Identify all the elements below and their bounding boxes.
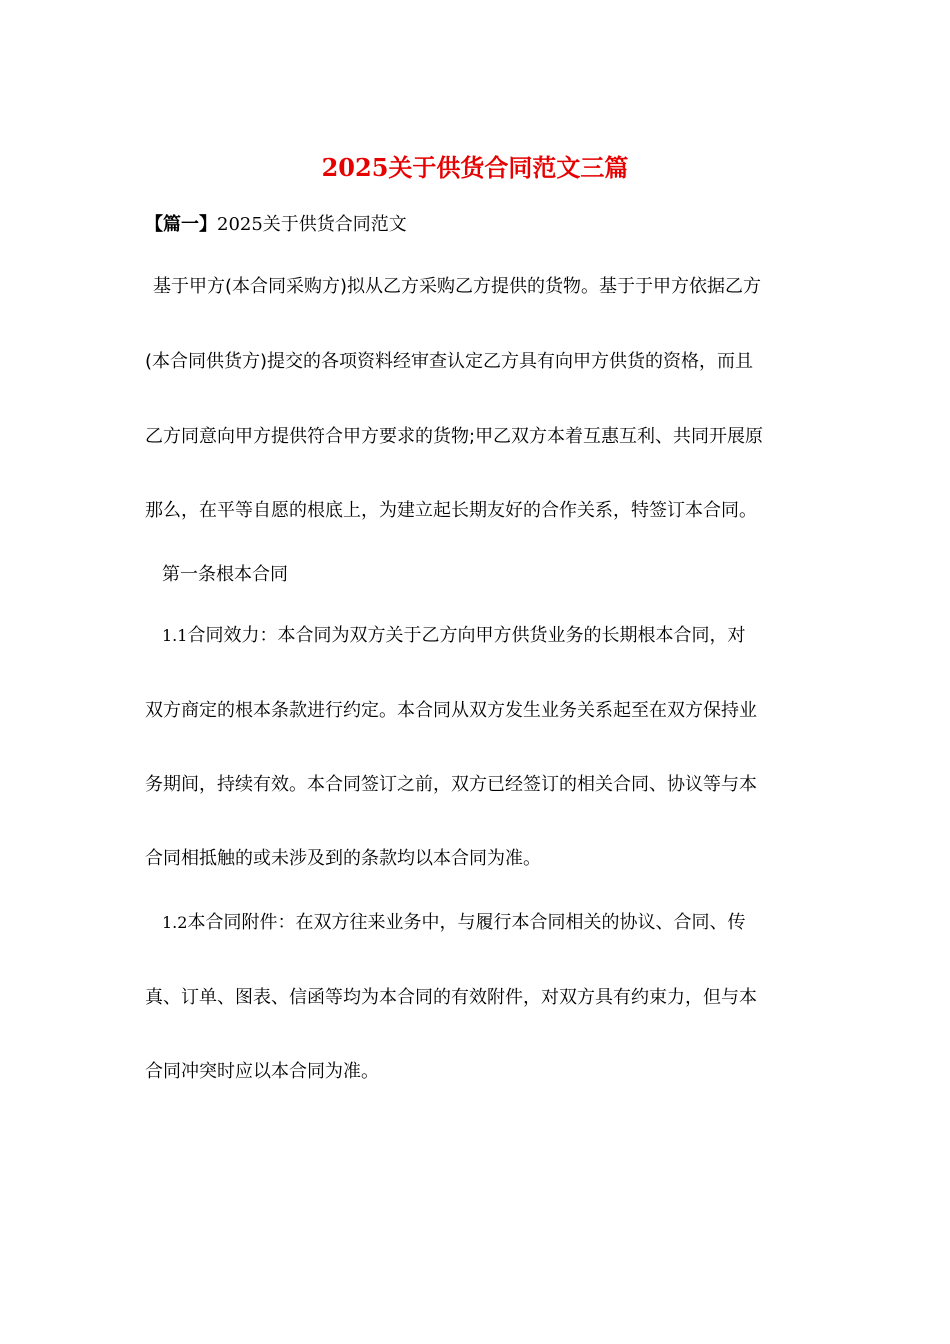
clause-1-1-line-1 <box>162 622 745 650</box>
clause-1-1-number: 1.1 <box>162 626 188 645</box>
clause-1-2-text: 本合同附件：在双方往来业务中，与履行本合同相关的协议、合同、传 <box>187 912 746 933</box>
clause-1-2-line-2: 真、订单、图表、信函等均为本合同的有效附件，对双方具有约束力，但与本 <box>145 987 757 1008</box>
clause-1-2-line-3: 合同冲突时应以本合同为准。 <box>145 1061 379 1082</box>
paragraph-1-line-1: 基于甲方(本合同采购方)拟从乙方采购乙方提供的货物。基于于甲方依据乙方 <box>153 276 762 297</box>
article-1-heading: 第一条根本合同 <box>162 564 288 585</box>
clause-1-1-line-4: 合同相抵触的或未涉及到的条款均以本合同为准。 <box>145 848 541 869</box>
document-title: 2025关于供货合同范文三篇 <box>321 153 629 182</box>
paragraph-1-line-2: (本合同供货方)提交的各项资料经审查认定乙方具有向甲方供货的资格，而且 <box>145 351 754 372</box>
section-bracket-label: 【篇一】 <box>145 214 217 235</box>
section-heading <box>145 211 407 239</box>
clause-1-1-line-3: 务期间，持续有效。本合同签订之前，双方已经签订的相关合同、协议等与本 <box>145 774 757 795</box>
clause-1-2-number: 1.2 <box>162 913 188 932</box>
paragraph-1-line-3: 乙方同意向甲方提供符合甲方要求的货物;甲乙双方本着互惠互利、共同开展原 <box>145 426 764 447</box>
clause-1-1-text: 合同效力：本合同为双方关于乙方向甲方供货业务的长期根本合同，对 <box>187 625 746 646</box>
clause-1-2-line-1 <box>162 909 745 937</box>
paragraph-1-line-4: 那么，在平等自愿的根底上，为建立起长期友好的合作关系，特签订本合同。 <box>145 500 757 521</box>
section-heading-text: 2025关于供货合同范文 <box>217 214 407 235</box>
clause-1-1-line-2: 双方商定的根本条款进行约定。本合同从双方发生业务关系起至在双方保持业 <box>145 700 757 721</box>
